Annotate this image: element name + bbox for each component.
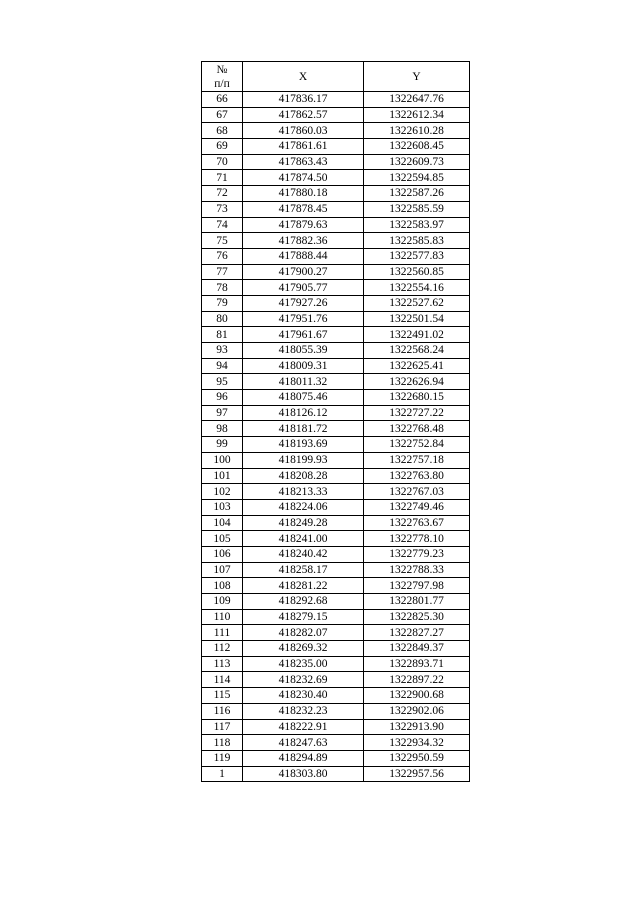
cell-y: 1322779.23 [364, 546, 470, 562]
cell-number: 104 [202, 515, 243, 531]
cell-number: 110 [202, 609, 243, 625]
cell-y: 1322568.24 [364, 343, 470, 359]
cell-x: 418181.72 [243, 421, 364, 437]
cell-x: 417882.36 [243, 233, 364, 249]
cell-y: 1322608.45 [364, 139, 470, 155]
cell-y: 1322897.22 [364, 672, 470, 688]
header-y: Y [364, 62, 470, 92]
cell-number: 72 [202, 186, 243, 202]
table-row [202, 343, 470, 359]
cell-y: 1322902.06 [364, 703, 470, 719]
cell-y: 1322577.83 [364, 248, 470, 264]
table-row [202, 405, 470, 421]
cell-y: 1322610.28 [364, 123, 470, 139]
cell-number: 1 [202, 766, 243, 782]
cell-y: 1322849.37 [364, 641, 470, 657]
cell-x: 418281.22 [243, 578, 364, 594]
cell-number: 66 [202, 92, 243, 108]
cell-number: 103 [202, 499, 243, 515]
cell-number: 97 [202, 405, 243, 421]
cell-number: 115 [202, 688, 243, 704]
cell-y: 1322680.15 [364, 390, 470, 406]
cell-x: 418279.15 [243, 609, 364, 625]
table-row [202, 656, 470, 672]
table-row [202, 452, 470, 468]
cell-x: 417880.18 [243, 186, 364, 202]
cell-x: 418199.93 [243, 452, 364, 468]
cell-x: 417951.76 [243, 311, 364, 327]
table-row [202, 295, 470, 311]
coordinates-table [201, 61, 470, 782]
table-row [202, 248, 470, 264]
table-row [202, 703, 470, 719]
cell-number: 67 [202, 107, 243, 123]
cell-x: 418294.89 [243, 750, 364, 766]
table-row [202, 107, 470, 123]
cell-x: 418213.33 [243, 484, 364, 500]
cell-y: 1322913.90 [364, 719, 470, 735]
table-row [202, 201, 470, 217]
cell-number: 98 [202, 421, 243, 437]
table-body [202, 92, 470, 782]
cell-x: 418193.69 [243, 437, 364, 453]
cell-y: 1322491.02 [364, 327, 470, 343]
cell-x: 418249.28 [243, 515, 364, 531]
cell-y: 1322625.41 [364, 358, 470, 374]
cell-x: 418075.46 [243, 390, 364, 406]
cell-x: 418247.63 [243, 735, 364, 751]
cell-y: 1322757.18 [364, 452, 470, 468]
cell-x: 418292.68 [243, 594, 364, 610]
table-row [202, 154, 470, 170]
table-row [202, 688, 470, 704]
cell-number: 74 [202, 217, 243, 233]
cell-x: 418241.00 [243, 531, 364, 547]
cell-x: 418269.32 [243, 641, 364, 657]
cell-x: 417900.27 [243, 264, 364, 280]
cell-x: 418303.80 [243, 766, 364, 782]
cell-number: 118 [202, 735, 243, 751]
cell-number: 73 [202, 201, 243, 217]
cell-y: 1322727.22 [364, 405, 470, 421]
cell-y: 1322801.77 [364, 594, 470, 610]
cell-number: 99 [202, 437, 243, 453]
cell-y: 1322527.62 [364, 295, 470, 311]
cell-number: 96 [202, 390, 243, 406]
cell-number: 112 [202, 641, 243, 657]
cell-x: 417860.03 [243, 123, 364, 139]
cell-number: 81 [202, 327, 243, 343]
cell-number: 75 [202, 233, 243, 249]
cell-y: 1322609.73 [364, 154, 470, 170]
cell-x: 417862.57 [243, 107, 364, 123]
cell-y: 1322767.03 [364, 484, 470, 500]
table-row [202, 672, 470, 688]
table-row [202, 280, 470, 296]
cell-x: 417905.77 [243, 280, 364, 296]
cell-y: 1322827.27 [364, 625, 470, 641]
table-row [202, 578, 470, 594]
cell-y: 1322501.54 [364, 311, 470, 327]
table-row [202, 766, 470, 782]
cell-y: 1322585.59 [364, 201, 470, 217]
cell-x: 417927.26 [243, 295, 364, 311]
cell-x: 417888.44 [243, 248, 364, 264]
table-row [202, 186, 470, 202]
cell-x: 418235.00 [243, 656, 364, 672]
cell-x: 417961.67 [243, 327, 364, 343]
cell-number: 106 [202, 546, 243, 562]
cell-number: 79 [202, 295, 243, 311]
cell-number: 116 [202, 703, 243, 719]
cell-x: 417836.17 [243, 92, 364, 108]
cell-y: 1322749.46 [364, 499, 470, 515]
cell-y: 1322768.48 [364, 421, 470, 437]
cell-number: 117 [202, 719, 243, 735]
table-row [202, 609, 470, 625]
cell-x: 418208.28 [243, 468, 364, 484]
cell-number: 71 [202, 170, 243, 186]
cell-number: 119 [202, 750, 243, 766]
cell-number: 101 [202, 468, 243, 484]
cell-y: 1322950.59 [364, 750, 470, 766]
header-x: X [243, 62, 364, 92]
cell-number: 100 [202, 452, 243, 468]
cell-y: 1322893.71 [364, 656, 470, 672]
cell-number: 78 [202, 280, 243, 296]
cell-y: 1322585.83 [364, 233, 470, 249]
table-row [202, 327, 470, 343]
cell-x: 417879.63 [243, 217, 364, 233]
table-row [202, 546, 470, 562]
cell-x: 418232.69 [243, 672, 364, 688]
table-row [202, 750, 470, 766]
cell-y: 1322825.30 [364, 609, 470, 625]
cell-number: 109 [202, 594, 243, 610]
cell-number: 80 [202, 311, 243, 327]
cell-y: 1322797.98 [364, 578, 470, 594]
table-row [202, 217, 470, 233]
cell-x: 418011.32 [243, 374, 364, 390]
cell-number: 76 [202, 248, 243, 264]
cell-x: 418232.23 [243, 703, 364, 719]
cell-x: 418055.39 [243, 343, 364, 359]
cell-number: 69 [202, 139, 243, 155]
cell-y: 1322554.16 [364, 280, 470, 296]
cell-y: 1322788.33 [364, 562, 470, 578]
header-number-abbrev: п/п [214, 77, 230, 90]
cell-y: 1322587.26 [364, 186, 470, 202]
cell-y: 1322900.68 [364, 688, 470, 704]
table-row [202, 562, 470, 578]
cell-x: 417861.61 [243, 139, 364, 155]
table-row [202, 515, 470, 531]
header-number-sign: № [216, 63, 228, 76]
table-row [202, 421, 470, 437]
cell-x: 418009.31 [243, 358, 364, 374]
table-row [202, 92, 470, 108]
cell-y: 1322763.67 [364, 515, 470, 531]
cell-x: 418258.17 [243, 562, 364, 578]
table-row [202, 625, 470, 641]
cell-number: 93 [202, 343, 243, 359]
table-row [202, 719, 470, 735]
cell-y: 1322647.76 [364, 92, 470, 108]
table-row [202, 735, 470, 751]
cell-x: 417878.45 [243, 201, 364, 217]
table-row [202, 374, 470, 390]
table-row [202, 531, 470, 547]
table-header [202, 62, 470, 92]
cell-y: 1322560.85 [364, 264, 470, 280]
cell-number: 95 [202, 374, 243, 390]
cell-number: 102 [202, 484, 243, 500]
header-row [202, 62, 470, 92]
table-row [202, 499, 470, 515]
cell-number: 68 [202, 123, 243, 139]
cell-number: 105 [202, 531, 243, 547]
table-row [202, 594, 470, 610]
cell-y: 1322626.94 [364, 374, 470, 390]
cell-number: 114 [202, 672, 243, 688]
table-row [202, 468, 470, 484]
cell-x: 418282.07 [243, 625, 364, 641]
cell-number: 108 [202, 578, 243, 594]
table-row [202, 311, 470, 327]
cell-x: 418224.06 [243, 499, 364, 515]
cell-x: 418222.91 [243, 719, 364, 735]
table-row [202, 264, 470, 280]
table-row [202, 484, 470, 500]
cell-x: 418126.12 [243, 405, 364, 421]
cell-number: 77 [202, 264, 243, 280]
table-row [202, 170, 470, 186]
cell-number: 113 [202, 656, 243, 672]
table-row [202, 641, 470, 657]
cell-number: 107 [202, 562, 243, 578]
table-row [202, 123, 470, 139]
table-row [202, 139, 470, 155]
table-row [202, 437, 470, 453]
cell-y: 1322763.80 [364, 468, 470, 484]
cell-y: 1322583.97 [364, 217, 470, 233]
cell-number: 94 [202, 358, 243, 374]
cell-x: 417874.50 [243, 170, 364, 186]
table-row [202, 390, 470, 406]
cell-y: 1322594.85 [364, 170, 470, 186]
cell-number: 111 [202, 625, 243, 641]
cell-y: 1322778.10 [364, 531, 470, 547]
cell-y: 1322612.34 [364, 107, 470, 123]
cell-x: 418230.40 [243, 688, 364, 704]
cell-number: 70 [202, 154, 243, 170]
cell-y: 1322957.56 [364, 766, 470, 782]
cell-y: 1322934.32 [364, 735, 470, 751]
cell-x: 417863.43 [243, 154, 364, 170]
header-number [202, 62, 243, 92]
table-row [202, 358, 470, 374]
cell-x: 418240.42 [243, 546, 364, 562]
cell-y: 1322752.84 [364, 437, 470, 453]
table-row [202, 233, 470, 249]
